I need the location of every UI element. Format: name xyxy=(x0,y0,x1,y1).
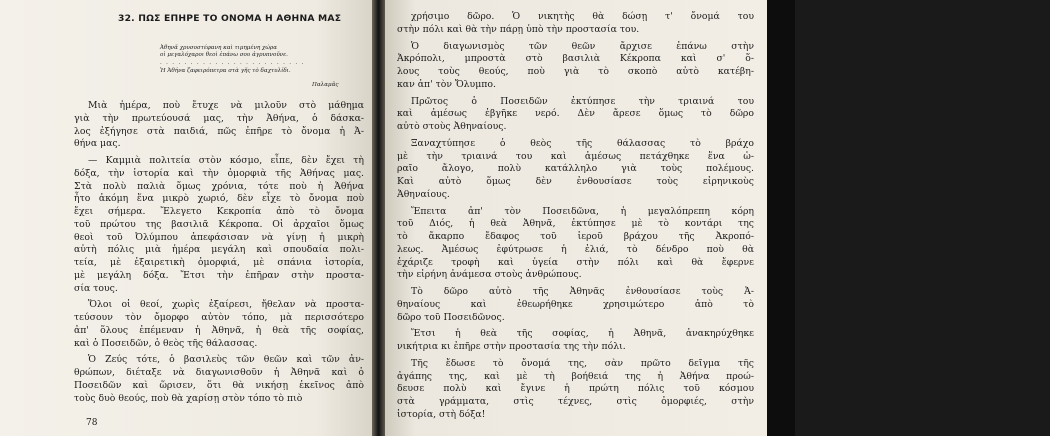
page-number-left: 78 xyxy=(86,418,98,428)
text-line: αὐτὸ στοὺς Ἀθηναίους. xyxy=(397,121,507,132)
book-gutter xyxy=(372,0,385,436)
text-line: Τὸ δῶρο αὐτὸ τῆς Ἀθηνᾶς ἐνθουσίασε τοὺς Ἀ- xyxy=(411,286,754,297)
chapter-title: 32. ΠΩΣ ΕΠΗΡΕ ΤΟ ΟΝΟΜΑ Η ΑΘΗΝΑ ΜΑΣ xyxy=(118,13,342,24)
text-line: θρώπων, διέταξε νὰ διαγωνισθοῦν ἡ Ἀθηνᾶ καὶ ὁ xyxy=(74,367,364,378)
text-line: λεως. Ἀμέσως ἐφύτρωσε ἡ ἐλιά, τὸ δένδρο ποὺ θὰ xyxy=(397,243,754,255)
text-line: ἐχάριζε τροφὴ καὶ ὑγεία στὴν πόλι καὶ θὰ ἔφερνε xyxy=(397,256,754,268)
left-page-body xyxy=(74,100,364,405)
epigraph-line: οἱ μεγαλόχαροι θεοὶ ἐπάνω σου ἀγρυπνοῦνε. xyxy=(160,52,288,58)
text-line: Καὶ αὐτὸ ὅμως δὲν ἐνθουσίασε τοὺς εἰρηνικοὺς xyxy=(397,176,754,187)
left-page xyxy=(0,0,372,436)
paragraph xyxy=(397,286,754,324)
text-line: γιὰ τὴν πρωτεύουσά μας, τὴν Ἀθήνα, ὁ δάσκα- xyxy=(74,112,364,124)
text-line: θήνα μας. xyxy=(74,138,121,150)
text-line: στὰ γράμματα, στὶς τέχνες, στὶς ὀμορφιές, στὴν xyxy=(397,396,754,407)
text-line: δόξα, τὴν ἱστορία καὶ τὴν ὀμορφιὰ τῆς Ἀθήνας μας. xyxy=(74,167,364,179)
text-line: θηναίους καὶ ἐθεωρήθηκε χρησιμώτερο ἀπὸ τὸ xyxy=(397,298,754,310)
text-line: ραῖο ἄλογο, πολὺ κατάλληλο γιὰ τοὺς πολέμους. xyxy=(397,163,754,175)
text-line: στὴν πόλι καὶ θὰ τὴν πάρῃ ὑπὸ τὴν προστασία του. xyxy=(397,23,640,35)
text-line: καὶ ἀμέσως ἐβγῆκε νερό. Δὲν ἄρεσε ὅμως τὸ δῶρο xyxy=(397,108,754,120)
paragraph xyxy=(397,96,754,134)
text-line: δευσε πολὺ καὶ ἔγινε ἡ πρώτη πόλις τοῦ κόσμου xyxy=(397,383,754,395)
text-line: Μιὰ ἡμέρα, ποὺ ἔτυχε νὰ μιλοῦν στὸ μάθημα xyxy=(88,100,364,111)
text-line: θεοὶ τοῦ Ὀλύμπου ἀπεφάσισαν νὰ γίνῃ ἡ μικρὴ xyxy=(74,231,364,243)
text-line: Ἀθηναίους. xyxy=(397,188,450,200)
paragraph xyxy=(397,138,754,202)
text-line: — Καμμιὰ πολιτεία στὸν κόσμο, εἶπε, δὲν ἔχει τὴ xyxy=(88,155,364,166)
text-line: τοὺς δυὸ θεούς, ποὺ θὰ χαρίσῃ στὸν τόπο τὸ πιὸ xyxy=(74,392,303,404)
paragraph xyxy=(397,206,754,283)
paragraph xyxy=(397,328,754,354)
background-edge xyxy=(767,0,795,436)
text-line: ἀγάπης της, καὶ μὲ τὴ βοήθειά της ἡ Ἀθήνα προώ- xyxy=(397,370,754,382)
text-line: τοῦ Διός, ἡ θεὰ Ἀθηνᾶ, ἐκτύπησε μὲ τὸ κοντάρι της xyxy=(397,218,754,230)
text-line: μὲ τὴν τριαινά του καὶ ἀμέσως πετάχθηκε ἕνα ὡ- xyxy=(397,150,754,162)
text-line: Ἔτσι ἡ θεὰ τῆς σοφίας, ἡ Ἀθηνᾶ, ἀνακηρύχθηκε xyxy=(411,328,754,340)
text-line: Ὅλοι οἱ θεοί, χωρὶς ἐξαίρεσι, ἤθελαν νὰ προστα- xyxy=(88,299,364,311)
epigraph-line: Ἡ Ἀθήνα ζαφειρόπετρα στὰ γῆς τὸ δαχτυλίδι. xyxy=(160,68,291,74)
text-line: Ὁ διαγωνισμὸς τῶν θεῶν ἄρχισε ἐπάνω στὴν xyxy=(411,40,754,52)
text-line: αὐτὴ πόλις μιὰ ἡμέρα μεγάλη καὶ σπουδαία πολι- xyxy=(74,244,364,256)
paragraph xyxy=(74,100,364,151)
epigraph-ellipsis: . . . . . . . . . . . . . . . . . . . . . . . . xyxy=(160,60,305,66)
text-line: ἱστορία, στὴ δόξα! xyxy=(397,408,486,420)
text-line: Τῆς ἔδωσε τὸ ὄνομά της, σὰν πρῶτο δεῖγμα τῆς xyxy=(411,357,754,369)
text-line: λους τοὺς θεούς, ποὺ γιὰ τὸ σκοπὸ αὐτὸ κατέβη- xyxy=(397,66,754,77)
text-line: τὸ ἄκαρπο ἔδαφος τοῦ ἱεροῦ βράχου τῆς Ἀκροπό- xyxy=(397,231,754,242)
text-line: τὴν εἰρήνη ἀνάμεσα στοὺς ἀνθρώπους. xyxy=(397,269,582,281)
text-line: καν ἀπ' τὸν Ὄλυμπο. xyxy=(397,78,496,90)
text-line: νικήτρια κι ἐπῆρε στὴν προστασία της τὴν πόλι. xyxy=(397,341,626,352)
right-page-body xyxy=(397,11,754,422)
text-line: ἀπ' ὅλους ἐπέμεναν ἡ Ἀθηνᾶ, ἡ θεὰ τῆς σοφίας, xyxy=(74,324,364,336)
text-line: Ποσειδῶν καὶ ὥρισεν, ὅτι θὰ νικήσῃ ἐκεῖνος ἀπὸ xyxy=(74,379,364,391)
text-line: Ξαναχτύπησε ὁ θεὸς τῆς θάλασσας τὸ βράχο xyxy=(411,137,754,149)
epigraph-author: Παλαμᾶς xyxy=(312,82,339,88)
paragraph xyxy=(74,155,364,295)
text-line: Στὰ πολὺ παλιὰ ὅμως χρόνια, τότε ποὺ ἡ Ἀθήνα xyxy=(74,180,364,192)
text-line: Ἀκρόπολι, μπροστὰ στὸ βασιλιὰ Κέκροπα καὶ σ' ὅ- xyxy=(397,53,754,65)
paragraph xyxy=(74,354,364,405)
text-line: ἔχει σήμερα. Ἔλεγετο Κεκροπία ἀπὸ τὸ ὄνομα xyxy=(74,206,364,217)
text-line: ἦτο ἀκόμη ἕνα μικρὸ χωριό, δὲν εἶχε τὸ ὄνομα ποὺ xyxy=(74,193,364,205)
text-line: τεία, μὲ ἐξαιρετικὴ ὀμορφιά, μὲ σπάνια ἱστορία, xyxy=(74,257,364,268)
text-line: μὲ μεγάλη δόξα. Ἔτσι τὴν ἐπῆραν στὴν προστα- xyxy=(74,269,364,281)
text-line: Πρῶτος ὁ Ποσειδῶν ἐκτύπησε τὴν τριαινά του xyxy=(411,95,754,107)
text-line: Ἔπειτα ἀπ' τὸν Ποσειδῶνα, ἡ μεγαλόπρεπη κόρη xyxy=(411,205,754,217)
text-line: λος ἐξήγησε στὰ παιδιά, πῶς ἐπῆρε τὸ ὄνομα ἡ Ἀ- xyxy=(74,125,364,137)
paragraph xyxy=(397,11,754,37)
epigraph-line: Ἀθηνᾶ χρυσοστέφανη καὶ τιμημένη χώρα xyxy=(160,45,277,51)
text-line: Ὁ Ζεύς τότε, ὁ βασιλεὺς τῶν θεῶν καὶ τῶν ἀν- xyxy=(88,354,364,366)
text-line: χρήσιμο δῶρο. Ὁ νικητὴς θὰ δώσῃ τ' ὄνομά του xyxy=(411,11,754,22)
text-line: τοῦ πρώτου της βασιλιᾶ Κέκροπα. Οἱ ἀρχαῖοι ὅμως xyxy=(74,218,364,230)
paragraph xyxy=(74,299,364,350)
text-line: καὶ ὁ Ποσειδῶν, ὁ θεὸς τῆς θάλασσας. xyxy=(74,337,258,349)
page-number-right: 79 xyxy=(1039,415,1050,425)
paragraph xyxy=(397,41,754,92)
text-line: τεύσουν τὸν ὄμορφο αὐτὸν τόπο, μὰ περισσότερο xyxy=(74,312,364,323)
paragraph xyxy=(397,358,754,422)
text-line: δῶρο τοῦ Ποσειδῶνος. xyxy=(397,311,505,323)
text-line: σία τους. xyxy=(74,282,118,294)
